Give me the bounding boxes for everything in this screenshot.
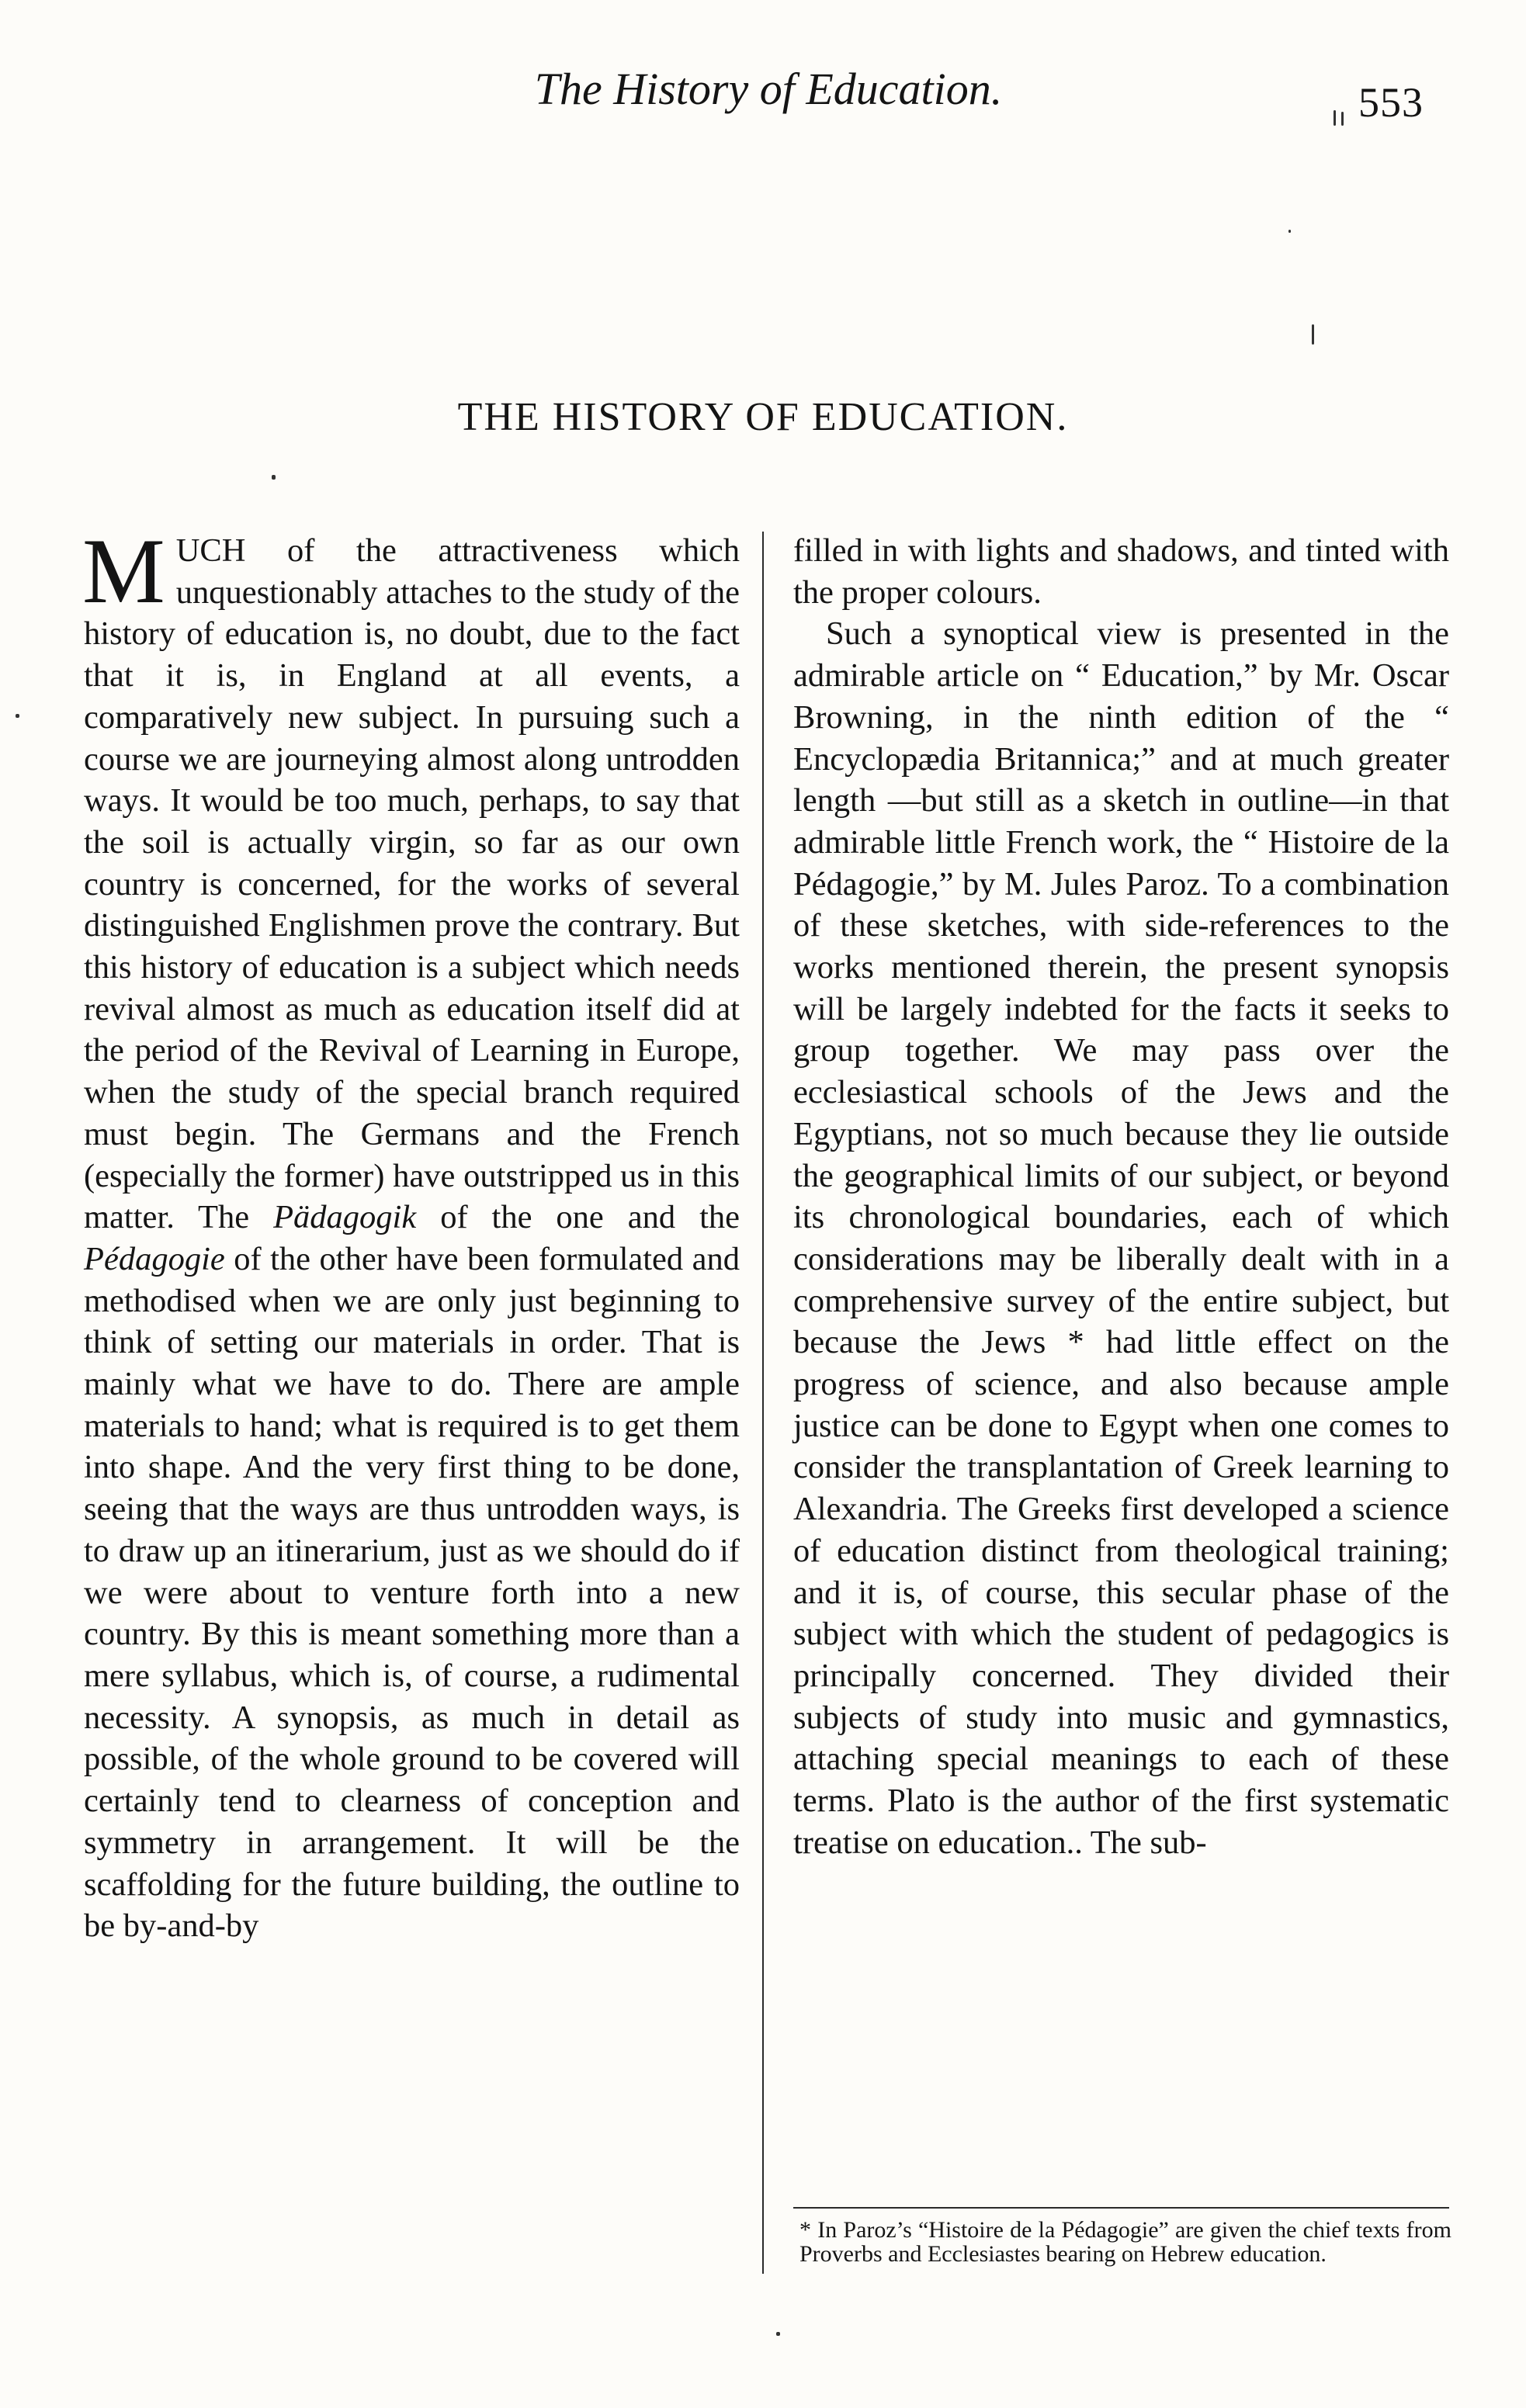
term-padagogik: Pädagogik	[273, 1199, 417, 1236]
term-pedagogie: Pédagogie	[84, 1240, 225, 1277]
footnote-text: * In Paroz’s “Histoire de la Pédagogie” are given the chief texts from Proverbs and Ecclesiastes bearing on Hebrew education.	[799, 2217, 1451, 2267]
running-title: The History of Education.	[534, 64, 1003, 114]
right-paragraph-1: filled in with lights and shadows, and tinted with the proper colours.	[793, 532, 1449, 611]
column-divider	[762, 532, 764, 2274]
article-title: THE HISTORY OF EDUCATION.	[457, 395, 1069, 439]
drop-cap: M	[82, 519, 165, 622]
right-paragraph-2: Such a synoptical view is presented in the admirable article on “ Education,” by Mr. Oscar Browning, in the ninth edition of the “ Encyclopædia Britannica;” and at much greater length —but still as a sketch in outline—in that admirable little French work, the “ Histoire de la Pédagogie,” by M. Jules Paroz. To a combination of these sketches, with side-references to the works mentioned therein, the present synopsis will be largely indebted for the facts it seeks to group together. We may pass over the ecclesiastical schools of the Jews and the Egyptians, not so much because they lie outside the geographical limits of our subject, or beyond its chronological boundaries, each of which considerations may be liberally dealt with in a comprehensive survey of the entire subject, but because the Jews * had little effect on the progress of science, and also because ample justice can be done to Egypt when one comes to consider the transplantation of Greek learning to Alexandria. The Greeks first developed a science of education distinct from theological training; and it is, of course, this secular phase of the subject with which the student of pedagogics is principally concerned. They divided their subjects of study into music and gymnastics, attaching special meanings to each of these terms. Plato is the author of the first systematic treatise on education.. The sub-	[793, 615, 1449, 1861]
left-text-end: of the other have been formulated and methodised when we are only just beginning to think of setting our materials in order. That is mainly what we have to do. There are ample materials to hand; what is required is to get them into shape. And the very first thing to be done, seeing that the ways are thus untrodden ways, is to draw up an itinerarium, just as we should do if we were about to venture forth into a new country. By this is meant something more than a mere syllabus, which is, of course, a rudimental necessity. A synopsis, as much in detail as possible, of the whole ground to be covered will certainly tend to clearness of conception and symmetry in arrangement. It will be the scaffolding for the future building, the outline to be by-and-by	[84, 1240, 740, 1945]
right-column	[793, 530, 1449, 1864]
left-paragraph	[82, 519, 740, 1947]
left-text-start: UCH of the attractiveness which unquestionably attaches to the study of the history of education is, no doubt, due to the fact that it is, in England at all events, a comparatively new subject. In pursuing such a course we are journeying almost along untrodden ways. It would be too much, perhaps, to say that the soil is actually virgin, so far as our own country is concerned, for the works of several distinguished Englishmen prove the contrary. But this history of education is a subject which needs revival almost as much as education itself did at the period of the Revival of Learning in Europe, when the study of the special branch required must begin. The Germans and the French (especially the former) have outstripped us in this matter. The	[84, 532, 740, 1236]
left-text-mid: of the one and the	[440, 1199, 740, 1236]
page-number: 553	[1358, 79, 1424, 126]
footnote	[799, 2218, 1451, 2266]
left-column	[82, 519, 740, 1947]
footnote-divider	[793, 2207, 1449, 2209]
